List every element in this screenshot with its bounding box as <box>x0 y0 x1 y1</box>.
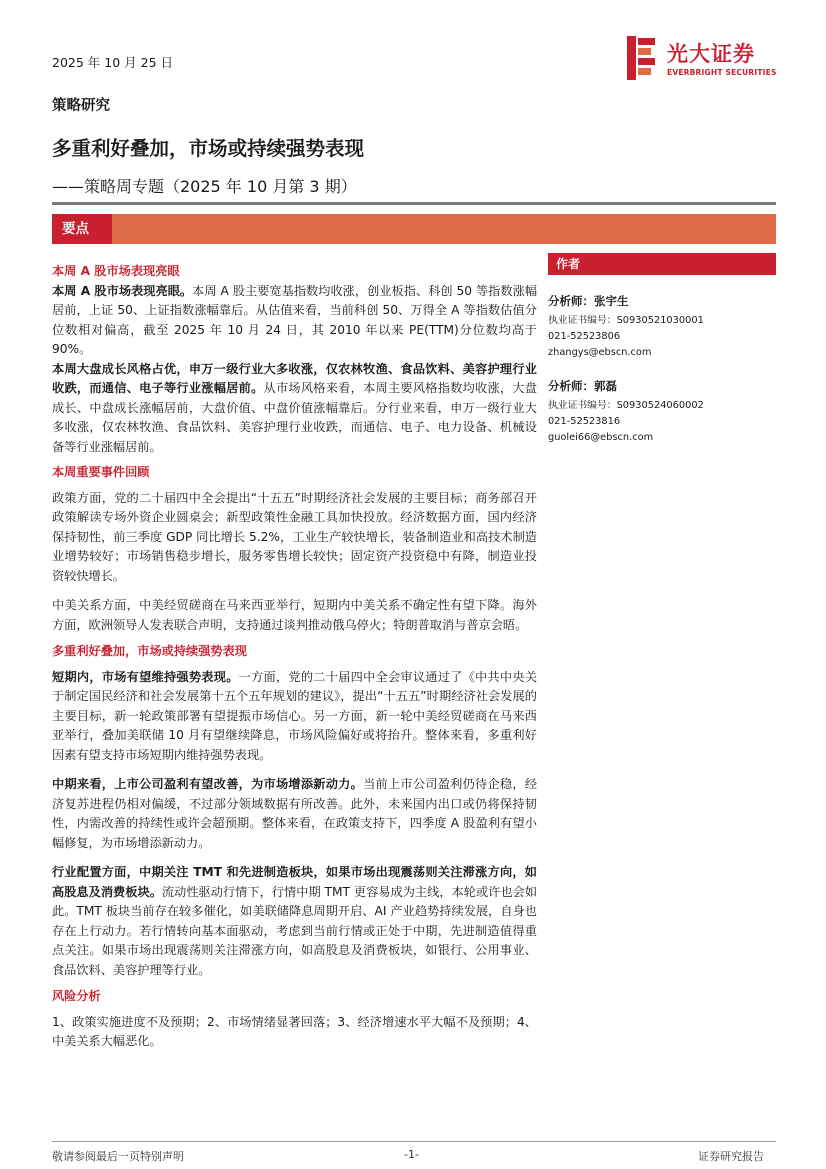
report-title: 多重利好叠加，市场或持续强势表现 <box>52 137 365 160</box>
section-heading-risk: 风险分析 <box>52 989 101 1003</box>
analyst-card <box>548 378 776 445</box>
paragraph-text: 从市场风格来看，本周主要风格指数均收涨，大盘成长、中盘成长涨幅居前，大盘价值、中盘价值涨幅靠后。分行业来看，申万一级行业大多收涨，仅农林牧渔、食品饮料、美容护理行业收跌，而通信、电子、电力设备、机械设备等行业涨幅居前。 <box>52 381 538 454</box>
paragraph-lead: 中期来看，上市公司盈利有望改善，为市场增添新动力。 <box>52 777 364 791</box>
footer-disclaimer: 敬请参阅最后一页特别声明 <box>52 1150 184 1163</box>
paragraph-text: 一方面，党的二十届四中全会审议通过了《中共中央关于制定国民经济和社会发展第十五个五年规划的建议》，提出“十五五”时期经济社会发展的主要目标，新一轮政策部署有望提振市场信心。另一方面，新一轮中美经贸磋商在马来西亚举行，叠加美联储 10 月有望继续降息，市场风险偏好或将抬升。整体来看，多重利好因素有望支持市场短期内维持强势表现。 <box>52 669 538 762</box>
paragraph-policy: 政策方面，党的二十届四中全会提出“十五五”时期经济社会发展的主要目标；商务部召开政策解读专场外资企业圆桌会；新型政策性金融工具加快投放。经济数据方面，国内经济保持韧性，前三季度 GDP 同比增长 5.2%，工业生产较快增长，装备制造业和高技术制造业增势较好；市场销售稳步增长，服务零售增长较快；固定资产投资稳中有降，制造业投资较快增长。 <box>52 490 537 583</box>
report-subtitle: ——策略周专题（2025 年 10 月第 3 期） <box>52 177 357 196</box>
paragraph-text: 本周 A 股主要宽基指数均收涨，创业板指、科创 50 等指数涨幅居前，上证 50、上证指数涨幅靠后。从估值来看，当前科创 50、万得全 A 等指数估值分位数相对偏高，截至 2025 年 10 月 24 日，其 2010 年以来 PE(TTM)分位数均高于 90%。 <box>52 283 538 356</box>
logo-name-cn: 光大证券 <box>667 42 755 66</box>
analyst-cert: 执业证书编号：S0930524060002 <box>548 400 704 412</box>
paragraph-lead: 短期内，市场有望维持强势表现。 <box>52 669 239 684</box>
paragraph-market-performance <box>52 282 537 360</box>
analyst-card <box>548 293 776 360</box>
analyst-name: 分析师：张宇生 <box>548 294 629 308</box>
analyst-cert: 执业证书编号：S0930521030001 <box>548 315 704 326</box>
paragraph-allocation <box>52 863 537 980</box>
company-logo <box>627 36 787 80</box>
title-divider <box>52 202 776 205</box>
analyst-email[interactable]: zhangys@ebscn.com <box>548 346 652 358</box>
main-content <box>52 262 537 1052</box>
author-sidebar <box>548 253 776 446</box>
section-heading-market: 本周 A 股市场表现亮眼 <box>52 264 180 278</box>
footer-divider <box>52 1141 776 1142</box>
paragraph-lead: 行业配置方面，中期关注 TMT 和先进制造板块，如果市场出现震荡则关注滞涨方向，如高股息及消费板块。 <box>52 865 537 899</box>
page-number: -1- <box>404 1148 419 1161</box>
analyst-phone: 021-52523816 <box>548 416 621 428</box>
paragraph-text: 当前上市公司盈利仍待企稳，经济复苏进程仍相对偏缓，不过部分领域数据有所改善。此外，未来国内出口或仍将保持韧性，内需改善的持续性或许会超预期。整体来看，在政策支持下，四季度 A 股盈利有望小幅修复，为市场增添新动力。 <box>52 777 538 850</box>
analyst-email[interactable]: guolei66@ebscn.com <box>548 431 654 443</box>
section-heading-outlook: 多重利好叠加，市场或持续强势表现 <box>52 644 247 658</box>
analyst-phone: 021-52523806 <box>548 330 621 342</box>
paragraph-style-industry <box>52 360 537 458</box>
footer-report-type: 证券研究报告 <box>698 1150 764 1163</box>
logo-name-en: EVERBRIGHT SECURITIES <box>667 68 777 77</box>
analyst-name: 分析师：郭磊 <box>548 379 617 394</box>
everbright-logo-icon <box>627 36 657 80</box>
paragraph-text: 流动性驱动行情下，行情中期 TMT 更容易成为主线，本轮或许也会如此。TMT 板块当前存在较多催化，如美联储降息周期开启、AI 产业趋势持续发展，自身也存在上行动力。若行情转向基本面驱动，考虑到当前行情或正处于中期，先进制造值得重点关注。如果市场出现震荡则关注滞涨方向，如高股息及消费板块，如银行、公用事业、食品饮料、美容护理等行业。 <box>52 884 538 977</box>
report-category: 策略研究 <box>52 98 110 114</box>
paragraph-short-term <box>52 668 537 766</box>
paragraph-mid-term <box>52 775 537 853</box>
key-points-bar <box>52 214 776 244</box>
section-heading-events: 本周重要事件回顾 <box>52 465 150 479</box>
paragraph-china-us: 中美关系方面，中美经贸磋商在马来西亚举行，短期内中美关系不确定性有望下降。海外方面，欧洲领导人发表联合声明，支持通过谈判推动俄乌停火；特朗普取消与普京会晤。 <box>52 598 537 632</box>
paragraph-lead: 本周 A 股市场表现亮眼。 <box>52 283 193 298</box>
paragraph-lead: 本周大盘成长风格占优，申万一级行业大多收涨，仅农林牧渔、食品饮料、美容护理行业收跌，而通信、电子等行业涨幅居前。 <box>52 361 537 395</box>
key-points-label: 要点 <box>52 214 112 244</box>
report-date: 2025 年 10 月 25 日 <box>52 55 173 70</box>
paragraph-risk: 1、政策实施进度不及预期；2、市场情绪显著回落；3、经济增速水平大幅不及预期；4、中美关系大幅恶化。 <box>52 1014 537 1048</box>
author-label: 作者 <box>548 253 776 275</box>
